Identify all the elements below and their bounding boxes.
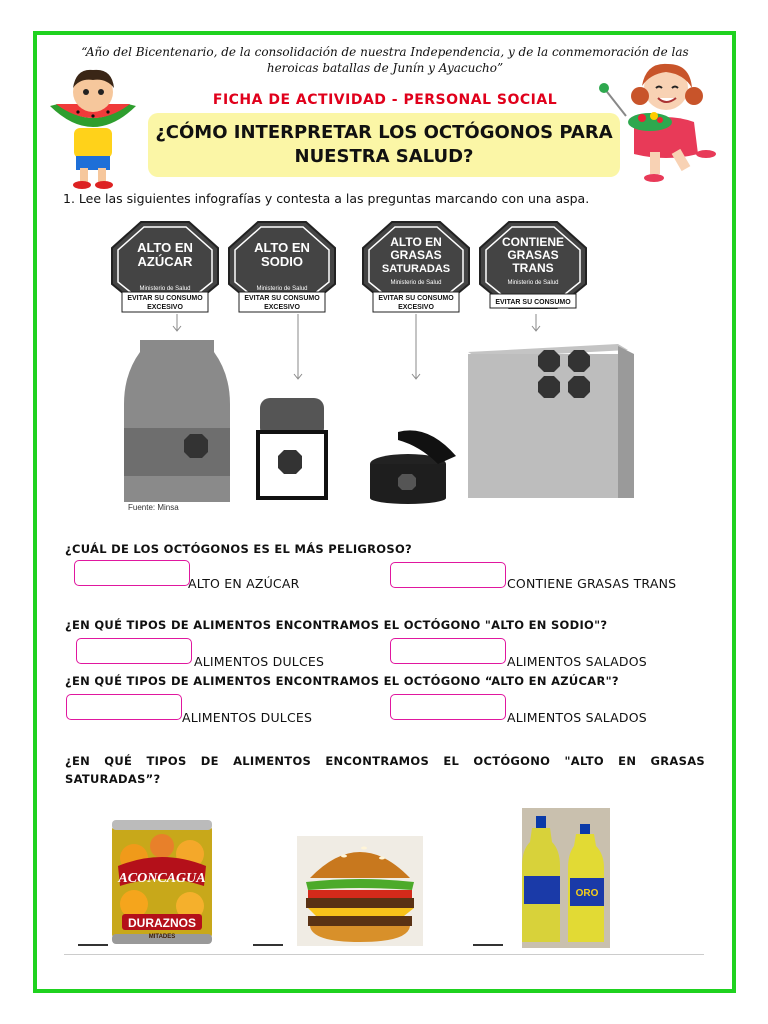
option-label-sugar: ALTO EN AZÚCAR [188, 576, 300, 591]
svg-text:AZÚCAR: AZÚCAR [137, 254, 193, 269]
option-label-sodium-sweet: ALIMENTOS DULCES [194, 654, 325, 669]
octagon-sugar [112, 222, 218, 312]
answer-line-peaches[interactable] [78, 944, 108, 946]
svg-text:ALTO EN: ALTO EN [254, 240, 310, 255]
svg-text:EVITAR SU CONSUMO: EVITAR SU CONSUMO [244, 295, 320, 302]
answer-box-trans-fat[interactable] [390, 562, 506, 588]
bottle-illustration [124, 340, 230, 502]
svg-text:EVITAR SU CONSUMO: EVITAR SU CONSUMO [378, 295, 454, 302]
pictures-bottom-rule [64, 954, 704, 955]
activity-sheet-title: FICHA DE ACTIVIDAD - PERSONAL SOCIAL [212, 92, 558, 108]
svg-text:SODIO: SODIO [261, 254, 303, 269]
svg-text:ACONCAGUA: ACONCAGUA [118, 871, 206, 886]
svg-text:EXCESIVO: EXCESIVO [264, 304, 300, 311]
svg-text:TRANS: TRANS [512, 261, 554, 275]
option-label-sugar-salty: ALIMENTOS SALADOS [507, 710, 647, 725]
boy-watermelon-illustration [48, 62, 138, 190]
octagon-sodium [229, 222, 335, 312]
instruction-text: 1. Lee las siguientes infografías y contesta a las preguntas marcando con una aspa. [63, 191, 590, 206]
main-title [148, 113, 620, 177]
infographic-source: Fuente: Minsa [128, 503, 179, 512]
octagon-infographic [108, 218, 650, 518]
canned-peaches-picture [112, 820, 212, 944]
svg-text:DURAZNOS: DURAZNOS [128, 916, 196, 930]
svg-text:ALTO EN: ALTO EN [137, 240, 193, 255]
national-motto: “Año del Bicentenario, de la consolidación de nuestra Independencia, y de la conmemoración de las heroicas batallas de Junín y Ayacucho” [81, 45, 689, 75]
svg-text:Ministerio de Salud: Ministerio de Salud [390, 280, 442, 286]
answer-line-hamburger[interactable] [253, 944, 283, 946]
question-saturated-fat-foods: ¿EN QUÉ TIPOS DE ALIMENTOS ENCONTRAMOS EL OCTÓGONO "ALTO EN GRASAS SATURADAS”? [65, 754, 705, 786]
octagon-trans-fat [480, 222, 586, 308]
answer-box-sugar-sweet[interactable] [66, 694, 182, 720]
svg-text:Ministerio de Salud: Ministerio de Salud [256, 286, 308, 292]
answer-box-sodium-salty[interactable] [390, 638, 506, 664]
answer-box-sugar-salty[interactable] [390, 694, 506, 720]
crackers-illustration [258, 398, 326, 498]
octagon-saturated-fat [363, 222, 469, 312]
question-sodium-foods: ¿EN QUÉ TIPOS DE ALIMENTOS ENCONTRAMOS EL OCTÓGONO "ALTO EN SODIO"? [65, 618, 608, 632]
food-pictures [64, 806, 704, 956]
option-label-trans-fat: CONTIENE GRASAS TRANS [507, 576, 677, 591]
oil-bottles-picture [522, 808, 610, 948]
svg-text:ALTO EN: ALTO EN [390, 235, 442, 249]
main-title-line-2: NUESTRA SALUD? [294, 146, 474, 167]
svg-text:Ministerio de Salud: Ministerio de Salud [507, 280, 559, 286]
svg-text:Ministerio de Salud: Ministerio de Salud [139, 286, 191, 292]
answer-box-sugar[interactable] [74, 560, 190, 586]
svg-text:EXCESIVO: EXCESIVO [398, 304, 434, 311]
question-most-dangerous: ¿CUÁL DE LOS OCTÓGONOS ES EL MÁS PELIGROSO? [65, 542, 413, 556]
svg-text:SATURADAS: SATURADAS [381, 263, 451, 275]
svg-text:EVITAR SU CONSUMO: EVITAR SU CONSUMO [495, 299, 571, 306]
hamburger-picture [297, 836, 423, 946]
answer-box-sodium-sweet[interactable] [76, 638, 192, 664]
option-label-sodium-salty: ALIMENTOS SALADOS [507, 654, 647, 669]
svg-text:CONTIENE: CONTIENE [501, 235, 565, 249]
svg-text:GRASAS: GRASAS [390, 248, 442, 262]
option-label-sugar-sweet: ALIMENTOS DULCES [182, 710, 313, 725]
svg-text:EXCESIVO: EXCESIVO [147, 304, 183, 311]
question-sugar-foods: ¿EN QUÉ TIPOS DE ALIMENTOS ENCONTRAMOS EL OCTÓGONO “ALTO EN AZÚCAR"? [65, 674, 619, 688]
svg-text:GRASAS: GRASAS [507, 248, 559, 262]
main-title-line-1: ¿CÓMO INTERPRETAR LOS OCTÓGONOS PARA [155, 122, 613, 143]
svg-text:EVITAR SU CONSUMO: EVITAR SU CONSUMO [127, 295, 203, 302]
cereal-box-illustration [468, 344, 634, 498]
svg-text:ORO: ORO [575, 888, 599, 899]
svg-text:MITADES: MITADES [148, 934, 176, 940]
answer-line-oil[interactable] [473, 944, 503, 946]
